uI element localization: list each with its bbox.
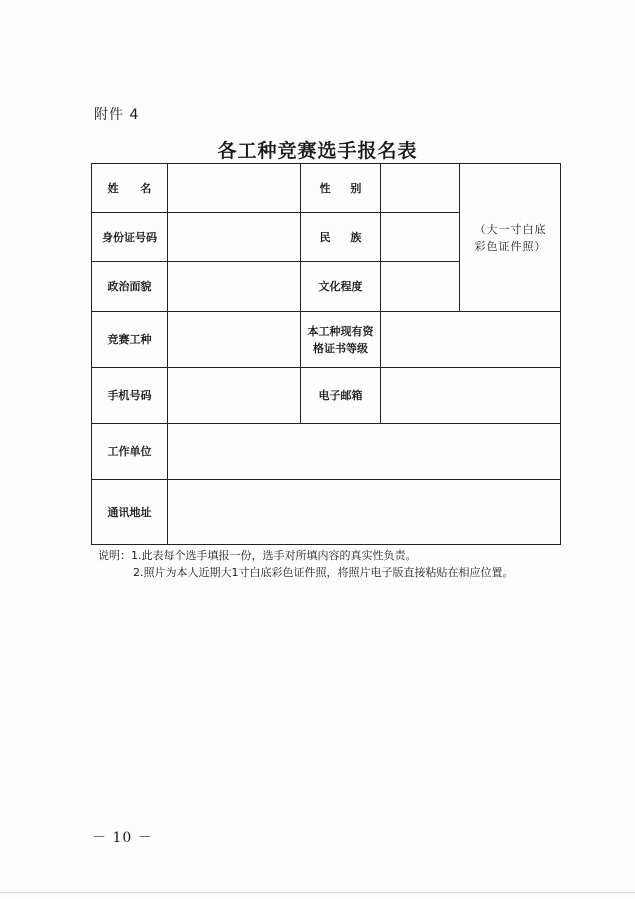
note-line-2: 2.照片为本人近期大1寸白底彩色证件照，将照片电子版直接粘贴在相应位置。 bbox=[133, 566, 514, 579]
phone-field[interactable] bbox=[168, 368, 301, 424]
note-line-1: 说明：1.此表每个选手填报一份，选手对所填内容的真实性负责。 bbox=[98, 549, 417, 562]
competition-trade-label: 竞赛工种 bbox=[92, 312, 168, 368]
photo-instruction: （大一寸白底彩色证件照） bbox=[474, 222, 547, 253]
id-number-field[interactable] bbox=[168, 213, 301, 262]
education-label: 文化程度 bbox=[301, 262, 381, 312]
employer-field[interactable] bbox=[168, 424, 561, 480]
email-label: 电子邮箱 bbox=[301, 368, 381, 424]
competition-trade-field[interactable] bbox=[168, 312, 301, 368]
address-field[interactable] bbox=[168, 480, 561, 544]
photo-cell[interactable] bbox=[460, 164, 561, 312]
registration-form-table bbox=[91, 163, 561, 545]
certificate-level-field[interactable] bbox=[381, 312, 561, 368]
email-field[interactable] bbox=[381, 368, 561, 424]
ethnicity-field[interactable] bbox=[381, 213, 460, 262]
phone-label: 手机号码 bbox=[92, 368, 168, 424]
page-number: － 10 － bbox=[92, 830, 153, 846]
education-field[interactable] bbox=[381, 262, 460, 312]
political-status-label: 政治面貌 bbox=[92, 262, 168, 312]
attachment-label: 附件 4 bbox=[94, 107, 140, 123]
form-notes bbox=[98, 547, 514, 581]
form-title: 各工种竞赛选手报名表 bbox=[217, 140, 418, 162]
certificate-level-label: 本工种现有资格证书等级 bbox=[301, 312, 381, 368]
id-number-label: 身份证号码 bbox=[92, 213, 168, 262]
gender-label: 性 别 bbox=[301, 164, 381, 213]
name-label: 姓 名 bbox=[92, 164, 168, 213]
address-label: 通讯地址 bbox=[92, 480, 168, 544]
gender-field[interactable] bbox=[381, 164, 460, 213]
scan-edge-divider bbox=[0, 892, 635, 893]
political-status-field[interactable] bbox=[168, 262, 301, 312]
employer-label: 工作单位 bbox=[92, 424, 168, 480]
ethnicity-label: 民 族 bbox=[301, 213, 381, 262]
name-field[interactable] bbox=[168, 164, 301, 213]
